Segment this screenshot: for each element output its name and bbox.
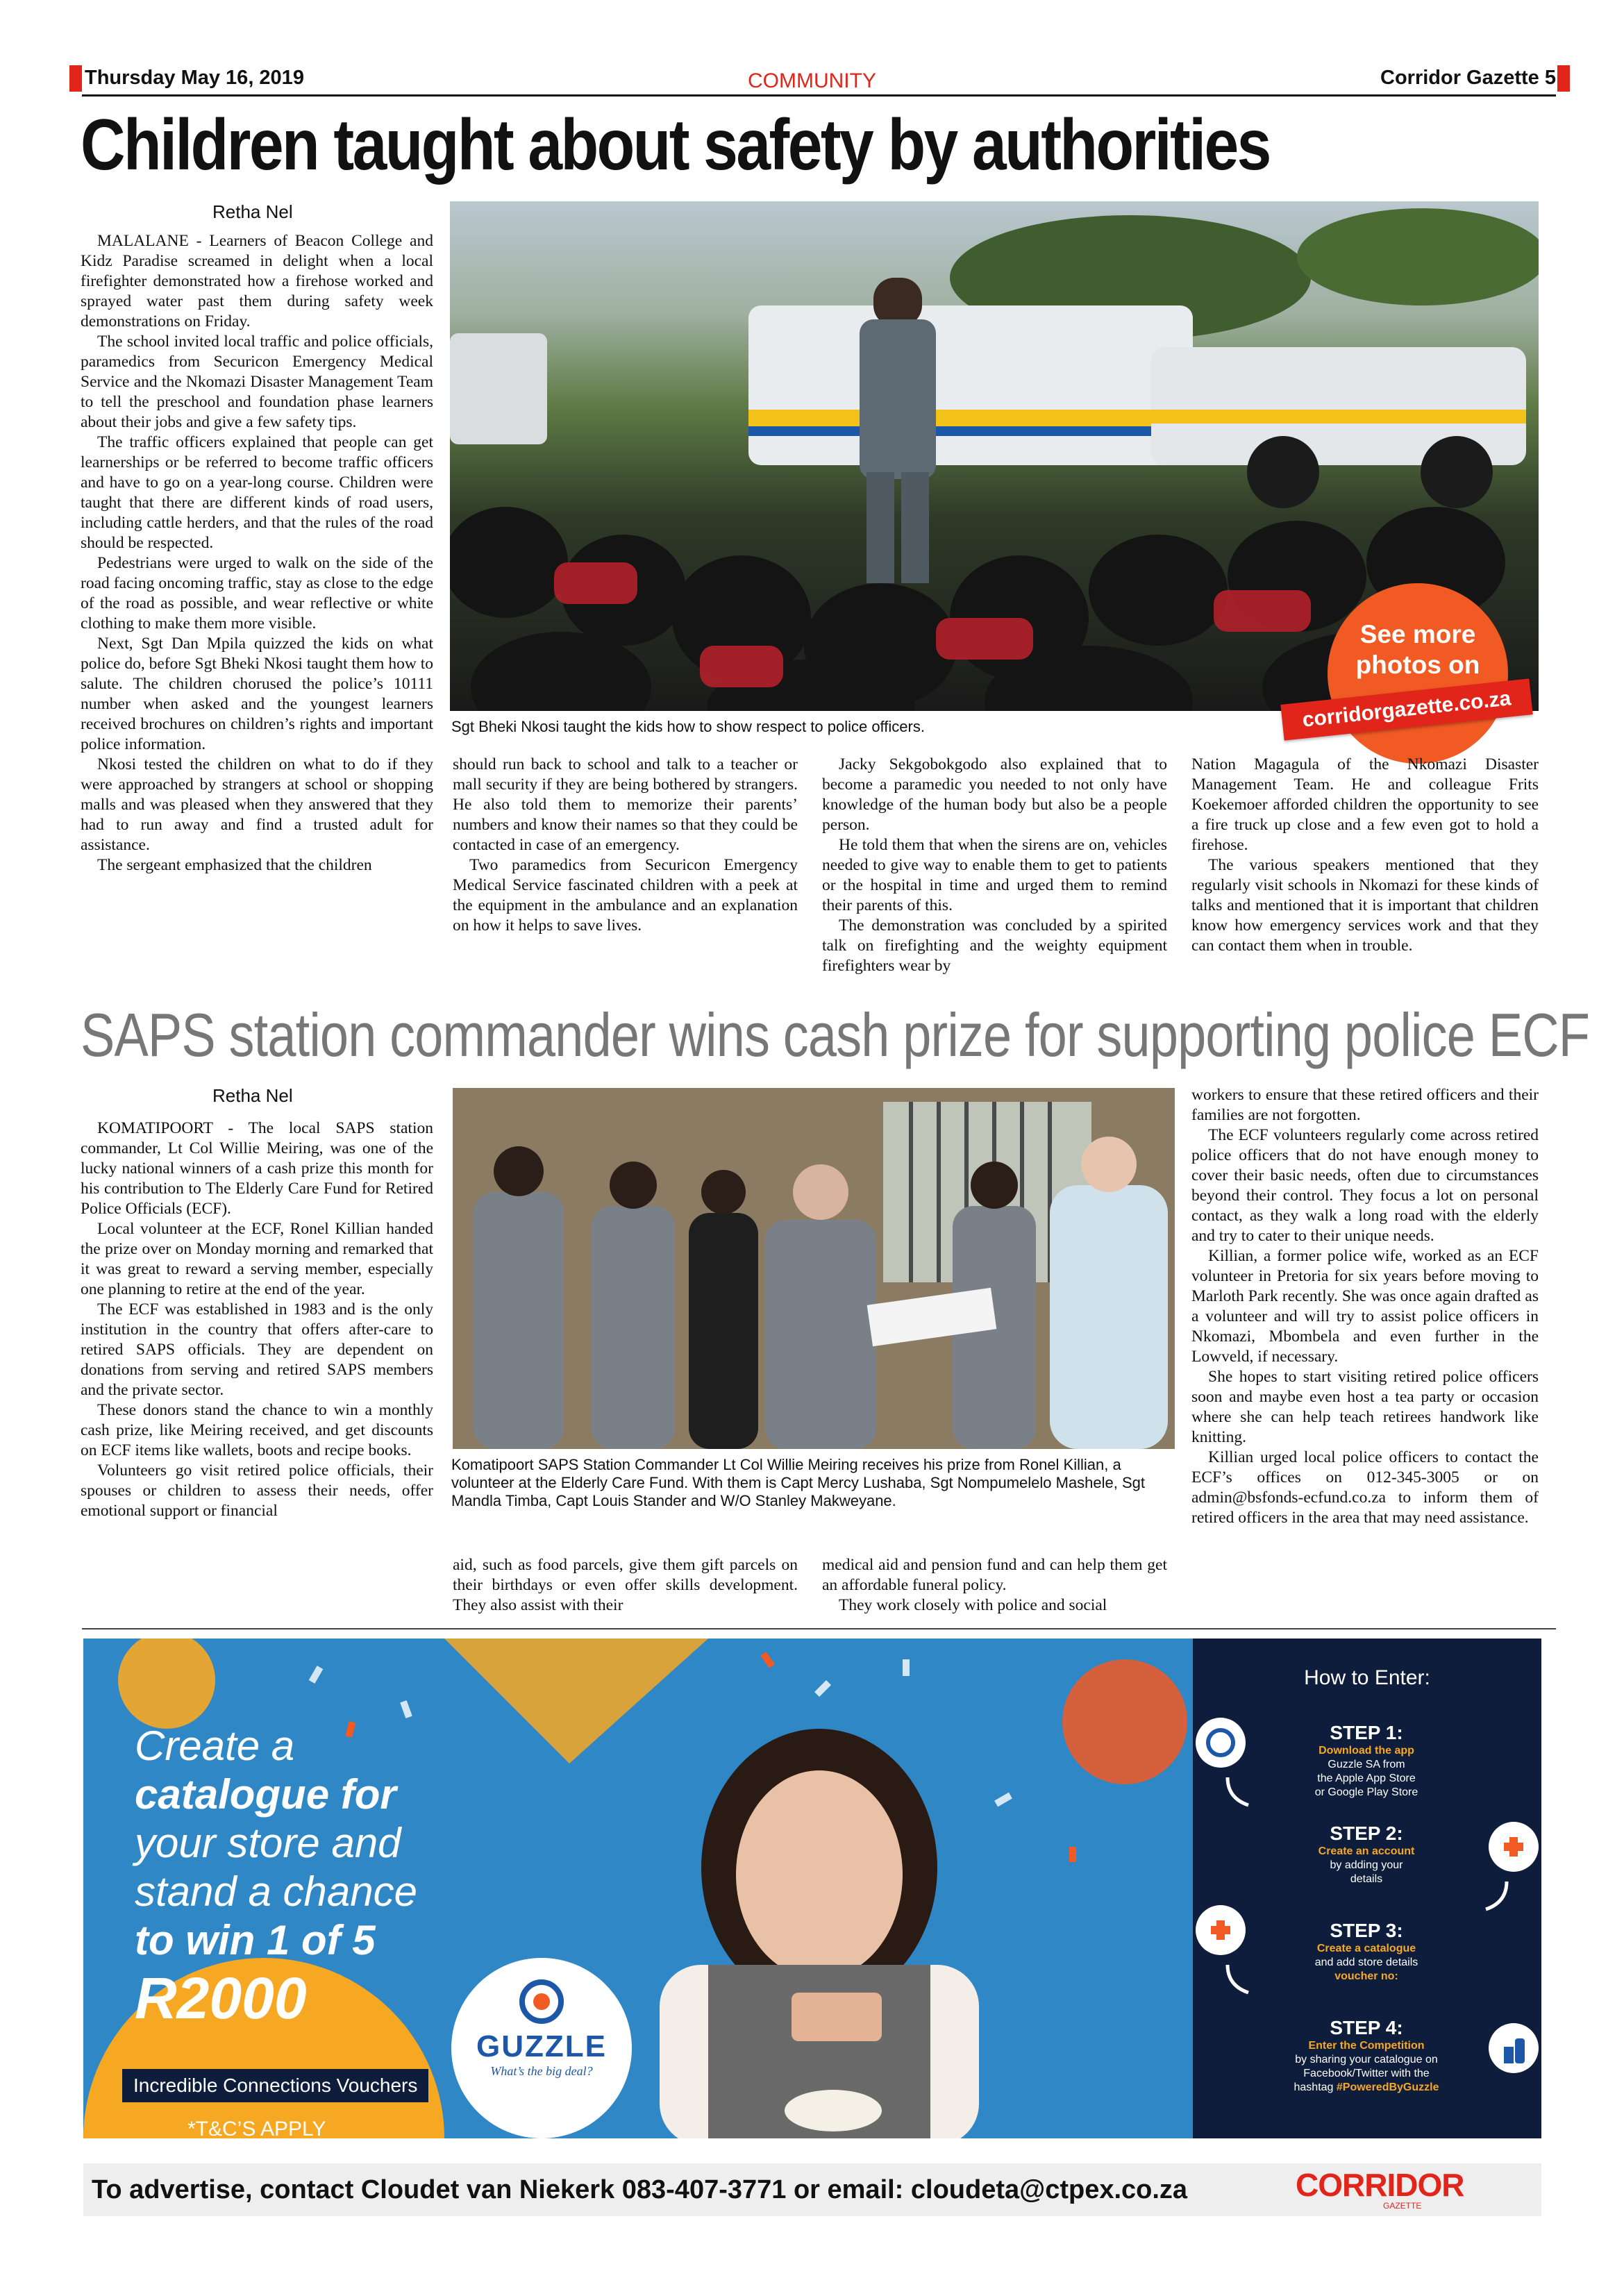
paragraph: The ECF volunteers regularly come across retired police officers that do not have enough money to cover their basic needs, often due to circumstances beyond their control. They focus a lot on personal contact, as they walk a long road with the elderly and try to cater to their unique needs. [1191, 1126, 1539, 1245]
section-divider [82, 1628, 1556, 1629]
badge-line-1: See more [1359, 620, 1476, 648]
step-line: the Apple App Store [1317, 1773, 1416, 1784]
step-title: STEP 1: [1330, 1722, 1403, 1743]
section-label: COMMUNITY [748, 69, 876, 92]
guzzle-wordmark: GUZZLE [476, 2029, 607, 2063]
paragraph: Killian, a former police wife, worked as an ECF volunteer in Pretoria for six years before moving to Marloth Park recently. She was once again drafted as a volunteer and will try to assist police officers in Nkomazi, Mbombela and even further in the Lowveld, if necessary. [1191, 1247, 1539, 1366]
article2-column-1 [81, 1118, 433, 1618]
article1-photo-caption: Sgt Bheki Nkosi taught the kids how to show respect to police officers. [451, 718, 925, 735]
step-title: STEP 2: [1330, 1822, 1403, 1844]
paragraph: should run back to school and talk to a teacher or mall security if they are being bothered by strangers. He also told them to memorize their parents’ numbers and know their names so that they could be contacted in case of an emergency. [453, 755, 798, 854]
thumbs-up-icon [1489, 2023, 1539, 2073]
photo-cheque-handover [453, 1088, 1175, 1449]
hashtag: #PoweredByGuzzle [1336, 2081, 1439, 2093]
article1-column-2 [453, 755, 798, 984]
paragraph: Volunteers go visit retired police officials, their spouses or children to assess their needs, offer emotional support or financial [81, 1461, 433, 1520]
step-title: STEP 3: [1330, 1920, 1403, 1941]
article2-column-2 [453, 1555, 798, 1618]
headline-line: stand a chance [135, 1868, 417, 1915]
step-line: or Google Play Store [1314, 1786, 1418, 1798]
step-icons [1193, 1639, 1541, 2138]
advert-headline [135, 1722, 417, 2031]
headline-line: your store and [135, 1820, 401, 1866]
paragraph: MALALANE - Learners of Beacon College and Kidz Paradise screamed in delight when a local firefighter demonstrated how a firehose worked and sprayed water past them during safety week demonstrations on Friday. [81, 232, 433, 330]
plus-icon [1196, 1905, 1246, 1955]
paragraph: KOMATIPOORT - The local SAPS station commander, Lt Col Willie Meiring, was one of the lucky national winners of a cash prize this month for his contribution to The Elderly Care Fund for Retired Police Officials (ECF). [81, 1119, 433, 1218]
article2-column-3 [822, 1555, 1167, 1618]
paragraph: He told them that when the sirens are on, vehicles needed to give way to enable them to get to patients or the hospital in time and urged them to remind their parents of this. [822, 836, 1167, 914]
corridor-gazette-logo-sub: GAZETTE [1383, 2201, 1422, 2211]
article2-headline: SAPS station commander wins cash prize for supporting police ECF [81, 1000, 1590, 1069]
vouchers-label: Incredible Connections Vouchers [122, 2069, 428, 2102]
paragraph: Nkosi tested the children on what to do if they were approached by strangers at school or shopping malls and was pleased when they answered that they had to run away and find a trusted adult for assistance. [81, 755, 433, 854]
paragraph: aid, such as food parcels, give them gift parcels on their birthdays or even offer skills development. They also assist with their [453, 1556, 798, 1614]
vouchers-asterisk: * [458, 2056, 471, 2090]
paragraph: Two paramedics from Securicon Emergency Medical Service fascinated children with a peek at the equipment in the ambulance and an explanation on how it helps to save lives. [453, 856, 798, 935]
corridor-gazette-logo: CORRIDOR [1296, 2167, 1464, 2203]
badge-line-2: photos on [1355, 651, 1480, 679]
paragraph: Next, Sgt Dan Mpila quizzed the kids on what police do, before Sgt Bheki Nkosi taught them how to salute. The children chorused the police’s 10111 number when asked and the youngest learners received brochures on children’s rights and important police information. [81, 635, 433, 753]
paragraph: Local volunteer at the ECF, Ronel Killian handed the prize over on Monday morning and remarked that it was great to reward a serving member, especially one planning to retire at the end of the year. [81, 1220, 433, 1298]
paragraph: workers to ensure that these retired officers and their families are not forgotten. [1191, 1086, 1539, 1124]
website-link-badge[interactable]: corridorgazette.co.za [1280, 678, 1532, 740]
advert-left-panel [83, 1639, 1194, 2138]
article1-byline: Retha Nel [212, 201, 293, 222]
paragraph: The demonstration was concluded by a spirited talk on firefighting and the weighty equipment firefighters wear by [822, 916, 1167, 975]
article1-headline: Children taught about safety by authorities [81, 105, 1270, 185]
guzzle-swirl-icon [517, 1977, 566, 2026]
paragraph: The sergeant emphasized that the children [97, 856, 372, 874]
step-highlight-2: voucher no: [1334, 1970, 1398, 1982]
terms-note: *T&C’S APPLY [187, 2118, 326, 2138]
how-to-enter-panel [1193, 1639, 1541, 2138]
step-line: by adding your [1330, 1859, 1403, 1871]
advertising-contact-text: To advertise, contact Cloudet van Niekerk 083-407-3771 or email: cloudeta@ctpex.co.za [92, 2175, 1188, 2204]
paragraph: The traffic officers explained that people can get learnerships or be referred to become traffic officers and have to go on a year-long course. Children were taught that there are different kinds of road users, including cattle herders, and that the rules of the road should be respected. [81, 433, 433, 552]
paragraph: They work closely with police and social [839, 1596, 1107, 1614]
issue-date: Thursday May 16, 2019 [85, 67, 304, 89]
paper-page-label: Corridor Gazette 5 [1380, 67, 1556, 89]
paragraph: Pedestrians were urged to walk on the side of the road facing oncoming traffic, stay as close to the edge of the road as possible, and wear reflective or white clothing to make them more visible. [81, 554, 433, 632]
headline-line: catalogue for [135, 1771, 396, 1818]
article2-photo-caption: Komatipoort SAPS Station Commander Lt Col Willie Meiring receives his prize from Ronel Killian, a volunteer at the Elderly Care Fund. With them is Capt Mercy Lushaba, Sgt Nompumelelo Mashele, Sgt Mandla Timba, Capt Louis Stander and W/O Stanley Makweyane. [451, 1456, 1146, 1509]
step-title: STEP 4: [1330, 2017, 1403, 2038]
step-line: Guzzle SA from [1328, 1759, 1405, 1770]
step-line: by sharing your catalogue on [1295, 2054, 1438, 2065]
hashtag-prefix: hashtag [1294, 2081, 1334, 2093]
step-highlight: Create a catalogue [1316, 1943, 1416, 1954]
paragraph: Jacky Sekgobokgodo also explained that to become a paramedic you needed to not only have knowledge of the human body but also be a people person. [822, 755, 1167, 834]
article2-byline: Retha Nel [212, 1085, 293, 1106]
paragraph: The various speakers mentioned that they regularly visit schools in Nkomazi for these kinds of talks and mentioned that it is important that children know how emergency services work and that they can contact them when in trouble. [1191, 856, 1539, 955]
step-highlight: Download the app [1319, 1745, 1414, 1757]
article1-column-1 [81, 231, 433, 988]
see-more-photos-badge[interactable] [1328, 583, 1508, 764]
headline-line: to win 1 of 5 [135, 1917, 376, 1963]
article2-column-4 [1191, 1085, 1539, 1620]
article2-photo [453, 1088, 1175, 1449]
plus-icon [1489, 1822, 1539, 1872]
step-line: details [1350, 1873, 1383, 1885]
paragraph: She hopes to start visiting retired police officers soon and maybe even host a tea party or occasion where she can help teach retirees handwork like knitting. [1191, 1368, 1539, 1446]
step-line: and add store details [1314, 1956, 1418, 1968]
guzzle-logo [472, 1977, 611, 2079]
header-right-tab [1557, 65, 1570, 92]
how-to-enter-title: How to Enter: [1304, 1666, 1430, 1689]
article1-column-3 [822, 755, 1167, 984]
paragraph: Killian urged local police officers to contact the ECF’s offices on 012-345-3005 or on admin@bsfonds-ecfund.co.za to inform them of retired officers in the area that may need assistance. [1191, 1448, 1539, 1527]
step-highlight: Enter the Competition [1308, 2040, 1425, 2052]
headline-line: Create a [135, 1723, 295, 1769]
app-icon [1196, 1718, 1246, 1768]
paragraph: The school invited local traffic and police officials, paramedics from Securicon Emergency Medical Service and the Nkomazi Disaster Management Team to tell the preschool and foundation phase learners about their jobs and give a few safety tips. [81, 333, 433, 431]
step-line: Facebook/Twitter with the [1303, 2068, 1430, 2079]
guzzle-tagline: What’s the big deal? [490, 2064, 593, 2078]
header-rule [82, 94, 1556, 97]
prize-amount: R2000 [135, 1966, 307, 2031]
paragraph: medical aid and pension fund and can help them get an affordable funeral policy. [822, 1556, 1167, 1594]
paragraph: Nation Magagula of the Nkomazi Disaster Management Team. He and colleague Frits Koekemoer afforded children the opportunity to see a fire truck up close and a few even got to hold a firehose. [1191, 755, 1539, 854]
guzzle-advert[interactable] [83, 1639, 1541, 2138]
paragraph: The ECF was established in 1983 and is the only institution in the country that offers after-care to retired SAPS officials. They are dependent on donations from serving and retired SAPS members and the private sector. [81, 1300, 433, 1399]
paragraph: These donors stand the chance to win a monthly cash prize, like Meiring received, and get discounts on ECF items like wallets, boots and recipe books. [81, 1401, 433, 1459]
article1-column-4 [1191, 755, 1539, 984]
step-highlight: Create an account [1318, 1845, 1415, 1857]
